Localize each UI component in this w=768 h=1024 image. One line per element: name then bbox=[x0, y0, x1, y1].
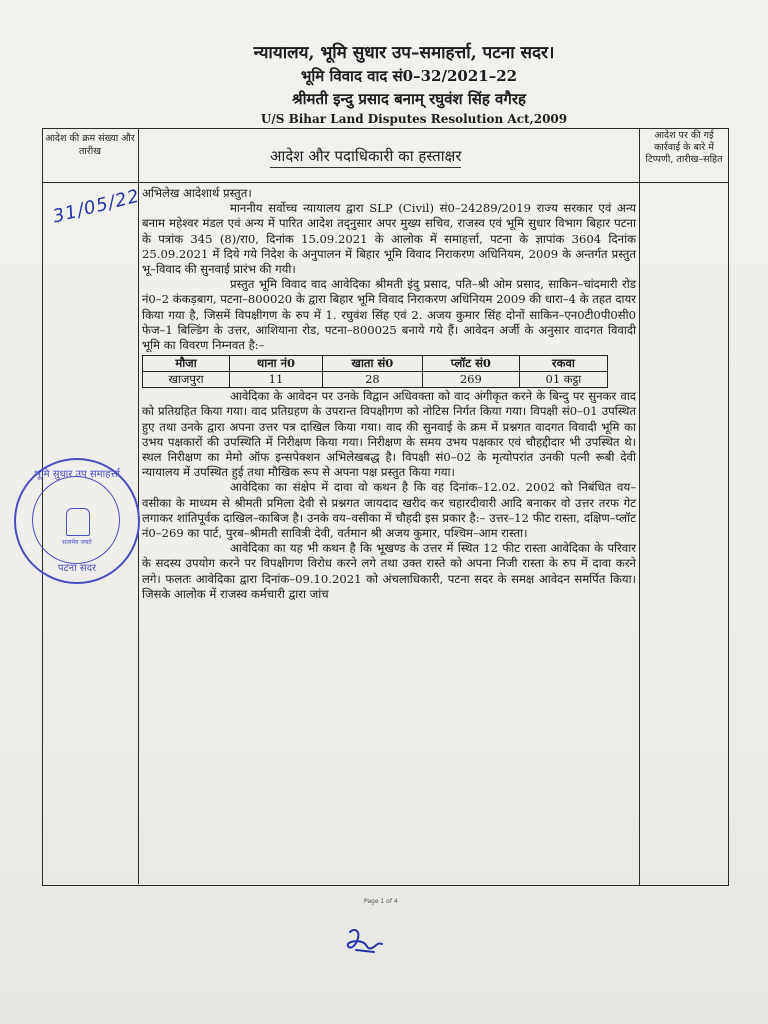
emblem-icon bbox=[66, 508, 90, 536]
court-title: न्यायालय, भूमि सुधार उप–समाहर्त्ता, पटना सदर। bbox=[253, 43, 555, 63]
paragraph: आवेदिका का यह भी कथन है कि भूखण्ड के उत्तर में स्थित 12 फीट रास्ता आवेदिका के परिवार के सदस्य उपयोग करने पर विपक्षीगण विरोध करने लगे तथा उक्त रास्ते को अपना निजी रास्ता के रुप में दावा करने लगे। फलतः आवेदिका द्वारा दिनांक–09.10.2021 को अंचलाधिकारी, पटना सदर के समक्ष आवेदन समर्पित किया। जिसके आलोक में राजस्व कर्मचारी द्वारा जांच bbox=[142, 541, 636, 601]
paragraph: माननीय सर्वोच्च न्यायालय द्वारा SLP (Civil) सं0–24289/2019 राज्य सरकार एवं अन्य बनाम महेश्वर मंडल एवं अन्य में पारित आदेश तद्नुसार अपर मुख्य सचिव, राजस्व एवं भूमि सुधार विभाग बिहार पटना के पत्रांक 345 (8)/रा0, दिनांक 15.09.2021 के आलोक में समाहर्त्ता, पटना के ज्ञापांक 3604 दिनांक 25.09.2021 में दिये गये निदेश के अनुपालन में बिहार भूमि विवाद निराकरण अधिनियम, 2009 के अन्तर्गत प्रस्तुत भू–विवाद की सुनवाई प्रारंभ की गयी। bbox=[142, 201, 636, 277]
table-row bbox=[143, 372, 608, 388]
table-cell: 01 कट्ठा bbox=[519, 372, 607, 388]
case-number: भूमि विवाद वाद सं0–32/2021–22 bbox=[300, 67, 518, 85]
page-number: Page 1 of 4 bbox=[364, 898, 398, 905]
table-cell: 28 bbox=[322, 372, 422, 388]
paragraph: प्रस्तुत भूमि विवाद वाद आवेदिका श्रीमती इंदु प्रसाद, पति–श्री ओम प्रसाद, साकिन–चांदमारी रोड नं0–2 कंकड़बाग, पटना–800020 के द्वारा बिहार भूमि विवाद निराकरण अधिनियम 2009 की धारा–4 के तहत दायर किया गया है, जिसमें विपक्षीगण के रुप में 1. रघुवंश सिंह एवं 2. अजय कुमार सिंह दोनों साकिन–एन0टी0पी0सी0 फेज–1 बिल्डिंग के उत्तर, आशियाना रोड, पटना–800025 बनाये गये हैं। आवेदन अर्जी के अनुसार वादगत विवादी भूमि का विवरण निम्नवत है:– bbox=[142, 277, 636, 353]
remarks-column-heading: आदेश पर की गई कार्रवाई के बारे में टिप्पणी, तारीख–सहित bbox=[645, 130, 723, 165]
office-seal-stamp bbox=[14, 458, 140, 584]
seal-top-text: भूमि सुधार उप समाहर्त्ता bbox=[33, 469, 121, 480]
table-cell: 11 bbox=[230, 372, 323, 388]
document-header bbox=[0, 40, 768, 126]
table-cell: 269 bbox=[422, 372, 519, 388]
header-divider bbox=[42, 182, 728, 183]
paragraph: आवेदिका का संक्षेप में दावा वो कथन है कि वह दिनांक–12.02. 2002 को निबंधित वय–वसीका के माध्यम से श्रीमती प्रमिला देवी से प्रश्नगत जायदाद खरीद कर चहारदीवारी आदि बनाकर वो उत्तर तरफ गेट लगाकर शांतिपूर्वक दाखिल–काबिज है। उनके वय–वसीका में चौहदी इस प्रकार है:– उत्तर–12 फीट रास्ता, दक्षिण–प्लॉट नं0–269 का पार्ट, पुरब–श्रीमती सावित्री देवी, वर्तमान श्री अजय कुमार, पश्चिम–आम रास्ता। bbox=[142, 480, 636, 541]
order-column-heading: आदेश और पदाधिकारी का हस्ताक्षर bbox=[270, 146, 461, 168]
table-header-cell: मौजा bbox=[143, 356, 230, 372]
act-reference: U/S Bihar Land Disputes Resolution Act,2009 bbox=[260, 112, 568, 126]
seal-bottom-text: पटना सदर bbox=[57, 563, 97, 574]
table-header-row bbox=[143, 356, 608, 372]
table-header-cell: खाता सं0 bbox=[322, 356, 422, 372]
table-cell: खाजपुरा bbox=[143, 372, 230, 388]
table-header-cell: थाना नं0 bbox=[230, 356, 323, 372]
remarks-column bbox=[638, 128, 729, 886]
table-header-cell: प्लॉट सं0 bbox=[422, 356, 519, 372]
order-text bbox=[142, 186, 636, 602]
land-details-table bbox=[142, 355, 608, 388]
case-parties: श्रीमती इन्दु प्रसाद बनाम् रघुवंश सिंह वगैरह bbox=[292, 90, 526, 108]
paragraph: अभिलेख आदेशार्थ प्रस्तुत। bbox=[142, 186, 252, 200]
order-serial-column-heading: आदेश की क्रम संख्या और तारीख bbox=[45, 133, 135, 157]
seal-motto: सत्यमेव जयते bbox=[62, 539, 92, 546]
handwritten-order-date: 31/05/22 bbox=[50, 185, 143, 228]
table-header-cell: रकवा bbox=[519, 356, 607, 372]
paragraph: आवेदिका के आवेदन पर उनके विद्वान अधिवक्ता को वाद अंगीकृत करने के बिन्दु पर सुनकर वाद को प्रतिग्रहित किया गया। वाद प्रतिग्रहण के उपरान्त विपक्षीगण को नोटिस निर्गत किया गया। विपक्षी सं0–01 उपस्थित हुए तथा उनके द्वारा अपना उत्तर पत्र दाखिल किया गया। वाद की सुनवाई के क्रम में प्रश्नगत वादगत विवादी भूमि का उभय पक्षकारों की उपस्थिति में निरीक्षण किया गया। निरीक्षण के समय उभय पक्षकार एवं चौहद्दीदार भी उपस्थित थे। स्थल निरीक्षण का मेमो ऑफ इन्सपेक्शन अभिलेखबद्ध है। विपक्षी सं0–02 के मृत्योपरांत उनकी पत्नी रूबी देवी न्यायालय में उपस्थित हुई तथा मौखिक रूप से अपना पक्ष प्रस्तुत किया गया। bbox=[142, 389, 636, 480]
officer-signature bbox=[344, 926, 388, 956]
